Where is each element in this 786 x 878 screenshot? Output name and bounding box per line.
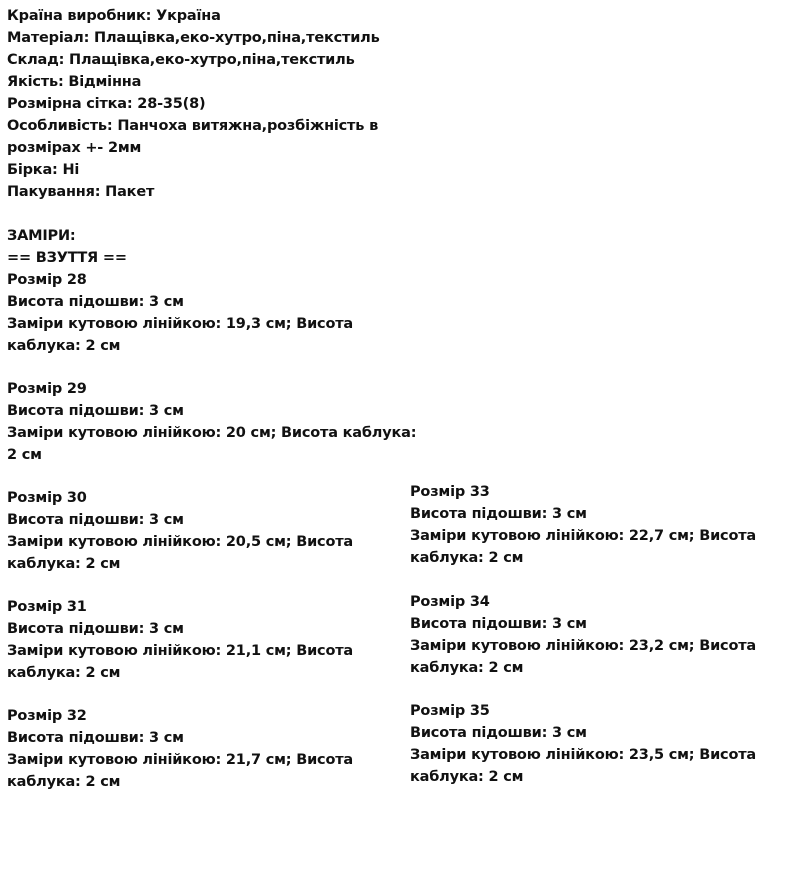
heel-height: каблука: 2 см [410,660,524,676]
size-title: Розмір 31 [7,599,87,615]
heel-height: каблука: 2 см [410,550,524,566]
sole-height: Висота підошви: 3 см [410,506,587,522]
size-title: Розмір 32 [7,708,87,724]
quality-line: Якість: Відмінна [7,74,142,90]
measure-line: Заміри кутовою лінійкою: 19,3 см; Висота [7,316,353,332]
size-title: Розмір 29 [7,381,87,397]
country-line: Країна виробник: Україна [7,8,221,24]
size-title: Розмір 33 [410,484,490,500]
size-title: Розмір 30 [7,490,87,506]
size-title: Розмір 34 [410,594,490,610]
measure-line: Заміри кутовою лінійкою: 20,5 см; Висота [7,534,353,550]
sole-height: Висота підошви: 3 см [7,730,184,746]
heel-height: каблука: 2 см [410,769,524,785]
heel-height: каблука: 2 см [7,338,121,354]
sole-height: Висота підошви: 3 см [410,725,587,741]
composition-line: Склад: Плащівка,еко-хутро,піна,текстиль [7,52,355,68]
measure-line: Заміри кутовою лінійкою: 23,5 см; Висота [410,747,756,763]
measurements-heading: ЗАМІРИ: [7,228,76,244]
heel-height: каблука: 2 см [7,774,121,790]
feature-line: Особливість: Панчоха витяжна,розбіжність в [7,118,379,134]
heel-height: каблука: 2 см [7,665,121,681]
measure-line: Заміри кутовою лінійкою: 21,1 см; Висота [7,643,353,659]
sole-height: Висота підошви: 3 см [7,403,184,419]
measure-line: Заміри кутовою лінійкою: 22,7 см; Висота [410,528,756,544]
measure-line: Заміри кутовою лінійкою: 23,2 см; Висота [410,638,756,654]
measure-line: Заміри кутовою лінійкою: 20 см; Висота каблука: [7,425,417,441]
measure-line: Заміри кутовою лінійкою: 21,7 см; Висота [7,752,353,768]
packaging-line: Пакування: Пакет [7,184,155,200]
tag-line: Бірка: Ні [7,162,80,178]
size-title: Розмір 28 [7,272,87,288]
sole-height: Висота підошви: 3 см [7,294,184,310]
material-line: Матеріал: Плащівка,еко-хутро,піна,текстиль [7,30,380,46]
heel-height: 2 см [7,447,42,463]
measurements-subheading: == ВЗУТТЯ == [7,250,127,266]
size-grid-line: Розмірна сітка: 28-35(8) [7,96,206,112]
sole-height: Висота підошви: 3 см [410,616,587,632]
sole-height: Висота підошви: 3 см [7,512,184,528]
size-title: Розмір 35 [410,703,490,719]
sole-height: Висота підошви: 3 см [7,621,184,637]
heel-height: каблука: 2 см [7,556,121,572]
feature-line-cont: розмірах +- 2мм [7,140,142,156]
